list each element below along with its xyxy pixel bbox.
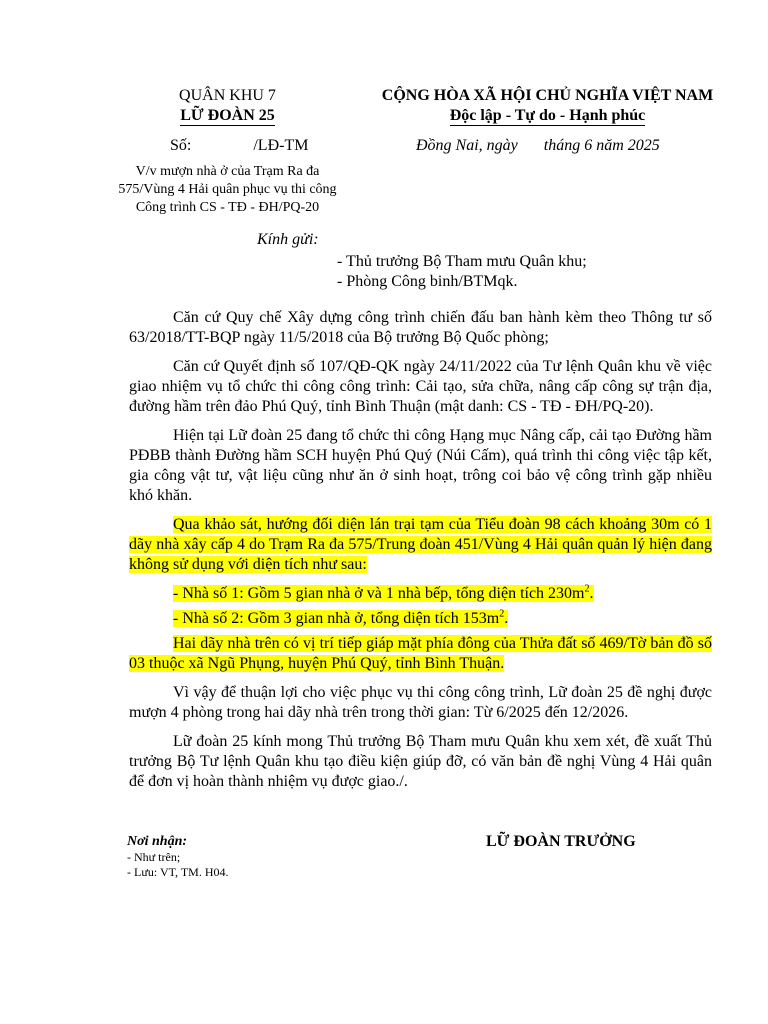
national-header [360,86,735,126]
body-paragraph: Hiện tại Lữ đoàn 25 đang tổ chức thi công Hạng mục Nâng cấp, cải tạo Đường hầm PĐBB thành Đường hầm SCH huyện Phú Quý (Núi Cấm), quá trình thi công việc tập kết, gia công vật tư, vật liệu cũng như ăn ở sinh hoạt, trông coi bảo vệ công trình gặp nhiều khó khăn. [129,427,712,504]
footer-recipient: - Lưu: VT, TM. H04. [127,865,229,879]
subject-line: 575/Vùng 4 Hải quân phục vụ thi công [118,182,337,197]
highlighted-paragraph [129,515,712,575]
salutation: Kính gửi: [257,231,319,248]
body-paragraph: Căn cứ Quy chế Xây dựng công trình chiến đấu ban hành kèm theo Thông tư số 63/2018/TT-BQP ngày 11/5/2018 của Bộ trưởng Bộ Quốc phòng; [129,309,712,346]
house-1-text: - Nhà số 1: Gồm 5 gian nhà ở và 1 nhà bếp, tổng diện tích 230m [173,585,585,602]
subject-line: Công trình CS - TĐ - ĐH/PQ-20 [135,200,320,215]
nation-title: CỘNG HÒA XÃ HỘI CHỦ NGHĨA VIỆT NAM [381,87,714,104]
nation-motto: Độc lập - Tự do - Hạnh phúc [449,107,646,124]
issuing-authority [100,86,355,126]
date-place: Đồng Nai, ngày [416,137,518,154]
issuing-unit: LỮ ĐOÀN 25 [180,107,275,124]
body-paragraph: Căn cứ Quyết định số 107/QĐ-QK ngày 24/11/2022 của Tư lệnh Quân khu về việc giao nhiệm vụ tổ chức thi công công trình: Cải tạo, sửa chữa, nâng cấp công sự trận địa, đường hầm trên đảo Phú Quý, tỉnh Bình Thuận (mật danh: CS - TĐ - ĐH/PQ-20). [129,358,712,415]
highlight-text: Hai dãy nhà trên có vị trí tiếp giáp mặt phía đông của Thửa đất số 469/Tờ bản đồ số 03 thuộc xã Ngũ Phụng, huyện Phú Quý, tỉnh Bình Thuận. [129,635,712,672]
house-2-end: . [504,610,509,627]
recipients-footer-label: Nơi nhận: [127,834,188,849]
highlight-text: Qua khảo sát, hướng đối diện lán trại tạm của Tiểu đoàn 98 cách khoảng 30m có 1 dãy nhà xây cấp 4 do Trạm Ra đa 575/Trung đoàn 451/Vùng 4 Hải quân quản lý hiện đang không sử dụng với diện tích như sau: [129,516,712,573]
document-subject [100,163,355,217]
signer-title: LỮ ĐOÀN TRƯỞNG [486,833,636,850]
subject-line: V/v mượn nhà ở của Trạm Ra đa [135,164,320,179]
doc-number-suffix: /LĐ-TM [253,137,309,154]
highlighted-paragraph [129,634,712,674]
highlighted-paragraph [129,584,712,604]
recipient: - Thủ trưởng Bộ Tham mưu Quân khu; [337,253,587,270]
highlighted-paragraph [129,609,712,629]
document-number [170,137,308,155]
house-1-end: . [589,585,594,602]
body-paragraph: Lữ đoàn 25 kính mong Thủ trưởng Bộ Tham mưu Quân khu xem xét, đề xuất Thủ trưởng Bộ Tư lệnh Quân khu tạo điều kiện giúp đỡ, có văn bản đề nghị Vùng 4 Hải quân để đơn vị hoàn thành nhiệm vụ được giao./. [129,733,712,790]
footer-recipient: - Như trên; [127,850,181,864]
document-body [129,308,712,801]
recipients-footer-list [127,850,229,880]
recipient: - Phòng Công binh/BTMqk. [337,273,518,290]
parent-org: QUÂN KHU 7 [179,87,276,104]
house-2-description [173,610,508,627]
house-2-text: - Nhà số 2: Gồm 3 gian nhà ở, tổng diện tích 153m [173,610,500,627]
doc-number-label: Số: [170,137,192,154]
area-unit-superscript: 2 [499,608,505,620]
document-date [416,137,660,155]
area-unit-superscript: 2 [584,583,590,595]
recipient-list [337,252,587,292]
date-rest: tháng 6 năm 2025 [543,137,660,154]
body-paragraph: Vì vậy để thuận lợi cho việc phục vụ thi công công trình, Lữ đoàn 25 đề nghị được mượn 4 phòng trong hai dãy nhà trên trong thời gian: Từ 6/2025 đến 12/2026. [129,684,712,721]
house-1-description [173,585,594,602]
